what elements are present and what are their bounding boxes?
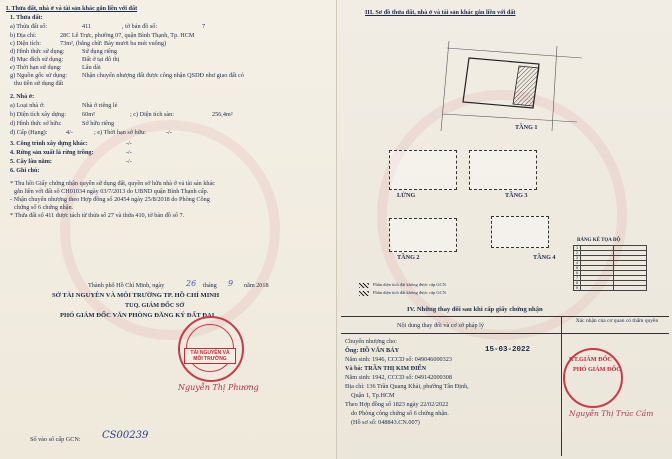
section-4-heading: IV. Những thay đổi sau khi cấp giấy chứng nhận [407,306,543,313]
house-build-area-label: b) Diện tích xây dựng: [10,111,66,118]
land-address-value: 28C Lê Trực, phường 07, quận Bình Thạnh, Tp. HCM [60,32,195,39]
change-line: Năm sinh: 1942, CCCD số: 049142000308 [345,374,452,381]
legend-swatch [359,291,369,296]
forest-label: 4. Rừng sản xuất là rừng trồng: [10,149,94,156]
house-floor-area-value: 256,4m² [212,111,233,118]
confirmation-date-stamp: 15-03-2022 [485,346,531,354]
issue-date-prefix: Thành phố Hồ Chí Minh, ngày [88,282,165,289]
note-line: - Nhận chuyển nhượng theo Hợp đồng số 20454 ngày 25/8/2018 do Phòng Công [10,196,210,203]
issue-date-year: năm 2018 [244,282,269,289]
change-line: Và bà: TRẦN THỊ KIM ĐIỂN [345,365,427,372]
seal-band: TÀI NGUYÊN VÀ MÔI TRƯỜNG [184,348,236,364]
land-origin-value-2: thu tiền sử dụng đất [14,80,64,87]
section-1-heading: I. Thửa đất, nhà ở và tài sản khác gắn liền với đất [6,5,138,12]
forest-value: -/- [126,149,132,156]
land-term-value: Lâu dài [82,64,101,71]
table-rule [341,316,669,317]
change-line: Quận 1, Tp.HCM [351,392,395,399]
coord-point: 6 [574,271,581,276]
house-type-value: Nhà ở riêng lẻ [82,102,118,109]
land-area-value: 73m², (bằng chữ: Bảy mươi ba mét vuông) [60,40,167,47]
changes-column-header: Nội dung thay đổi và cơ sở pháp lý [397,322,484,329]
house-grade-value: 4/- [66,129,73,136]
legend-text: Phần diện tích đất không được cấp GCN [373,290,446,295]
floor-plan-2 [389,218,457,252]
note-line: * Thu hồi Giấy chứng nhận quyền sử dụng đất, quyền sở hữu nhà ở và tài sản khác [10,180,215,187]
floor-label: LỬNG [397,192,416,199]
land-parcel-label: a) Thửa đất số: [10,23,48,30]
section-3-heading: III. Sơ đồ thửa đất, nhà ở và tài sản khác gắn liền với đất [365,9,516,16]
land-sheet-label: , tờ bản đồ số: [122,23,158,30]
change-line: do Phòng công chứng số 6 chứng nhận. [351,410,449,417]
floor-plan-3 [469,150,537,190]
coord-point: 8 [574,281,581,286]
registry-number: CS00239 [102,430,149,441]
certificate-right-page [336,0,672,459]
road-line [552,46,557,131]
change-line: (Hồ sơ số: 048843.CN.007) [351,419,420,426]
issue-date-month: 9 [228,279,234,288]
table-rule [341,333,669,334]
land-address-label: b) Địa chỉ: [10,32,37,39]
coord-point: 4 [574,261,581,266]
road-line [447,48,582,58]
floor-label: TẦNG 2 [397,254,420,261]
house-term-value: -/- [166,129,172,136]
land-origin-label: g) Nguồn gốc sử dụng: [10,72,67,79]
house-term-label: ; e) Thời hạn sở hữu: [94,129,146,136]
land-purpose-label: đ) Mục đích sử dụng: [10,56,64,63]
notes-label: 6. Ghi chú: [10,167,40,174]
land-area-label: c) Diện tích: [10,40,41,47]
floor-label: TẦNG 3 [505,192,528,199]
coord-point: 2 [574,251,581,256]
table-divider [561,316,562,456]
note-line: gắn liền với đất số CH01034 ngày 03/7/2013 do UBND quận Bình Thạnh cấp. [14,188,209,195]
site-plan-diagram [407,36,607,136]
land-usage-form-value: Sử dụng riêng [82,48,117,55]
issue-date-day: 26 [186,279,197,288]
road-line [441,41,449,131]
coordinate-table-title: BẢNG KÊ TỌA ĐỘ [577,238,621,243]
note-line: chứng số 6 chứng nhận. [14,204,74,211]
coord-point: 3 [574,256,581,261]
land-parcel-value: 411 [82,23,92,30]
floor-label: TẦNG 4 [533,254,556,261]
other-construction-label: 3. Công trình xây dựng khác: [10,140,88,147]
change-line: Theo Hợp đồng số 1823 ngày 22/02/2022 [345,401,449,408]
issue-date-month-label: tháng [203,282,217,289]
house-ownership-value: Sở hữu riêng [82,120,115,127]
authority-delegation: TUQ. GIÁM ĐỐC SỞ [125,302,185,309]
coordinate-table [573,245,647,291]
confirmation-column-header: Xác nhận của cơ quan có thẩm quyền [575,318,659,324]
floor-plan-4 [491,216,549,248]
land-usage-form-label: d) Hình thức sử dụng: [10,48,65,55]
land-origin-value: Nhận chuyển nhượng đất được công nhận QSDĐ như giao đất có [82,72,244,79]
change-line: Chuyển nhượng cho: [345,338,397,345]
house-ownership-label: d) Hình thức sở hữu: [10,120,62,127]
hatched-area [513,66,539,106]
confirm-signer: Nguyễn Thị Trúc Cầm [569,409,654,418]
floor-plan-mezzanine [389,150,457,190]
confirm-title-1: KT.GIÁM ĐỐC [569,356,612,363]
note-line: * Thửa đất số 411 được tách từ thửa số 27 và thửa 410, tờ bản đồ số 7. [10,212,185,219]
confirm-title-2: PHÓ GIÁM ĐỐC [573,366,621,373]
signer-name: Nguyễn Thị Phương [178,383,259,392]
issuing-authority: SỞ TÀI NGUYÊN VÀ MÔI TRƯỜNG TP. HỒ CHÍ MINH [52,292,220,299]
floor-label: TẦNG 1 [515,124,538,131]
coord-point: 7 [574,276,581,281]
house-floor-area-label: ; c) Diện tích sàn: [130,111,174,118]
coord-point: 5 [574,266,581,271]
land-term-label: e) Thời hạn sử dụng: [10,64,62,71]
coord-point: 1 [574,246,581,251]
perennial-label: 5. Cây lâu năm: [10,158,52,165]
land-purpose-value: Đất ở tại đô thị [82,56,120,63]
land-sheet-value: 7 [202,23,206,30]
house-heading: 2. Nhà ở: [10,93,35,100]
legend-text: Phần diện tích đất không được cấp GCN [373,282,446,287]
authority-title: PHÓ GIÁM ĐỐC VĂN PHÒNG ĐĂNG KÝ ĐẤT ĐAI [60,312,215,319]
road-line [443,114,577,122]
legend-swatch [359,283,369,288]
change-line: Ông: HỒ VĂN BẢY [345,347,400,354]
other-construction-value: -/- [126,140,132,147]
house-grade-label: đ) Cấp (Hạng): [10,129,48,136]
perennial-value: -/- [126,158,132,165]
registry-label: Số vào sổ cấp GCN: [30,436,81,443]
coord-point: 9 [574,286,581,291]
land-heading: 1. Thửa đất: [10,14,43,21]
house-build-area-value: 60m² [82,111,95,118]
house-type-label: a) Loại nhà ở: [10,102,45,109]
change-line: Năm sinh: 1946, CCCD số: 049046000323 [345,356,452,363]
change-line: Địa chỉ: 136 Trần Quang Khải, phường Tân Định, [345,383,469,390]
